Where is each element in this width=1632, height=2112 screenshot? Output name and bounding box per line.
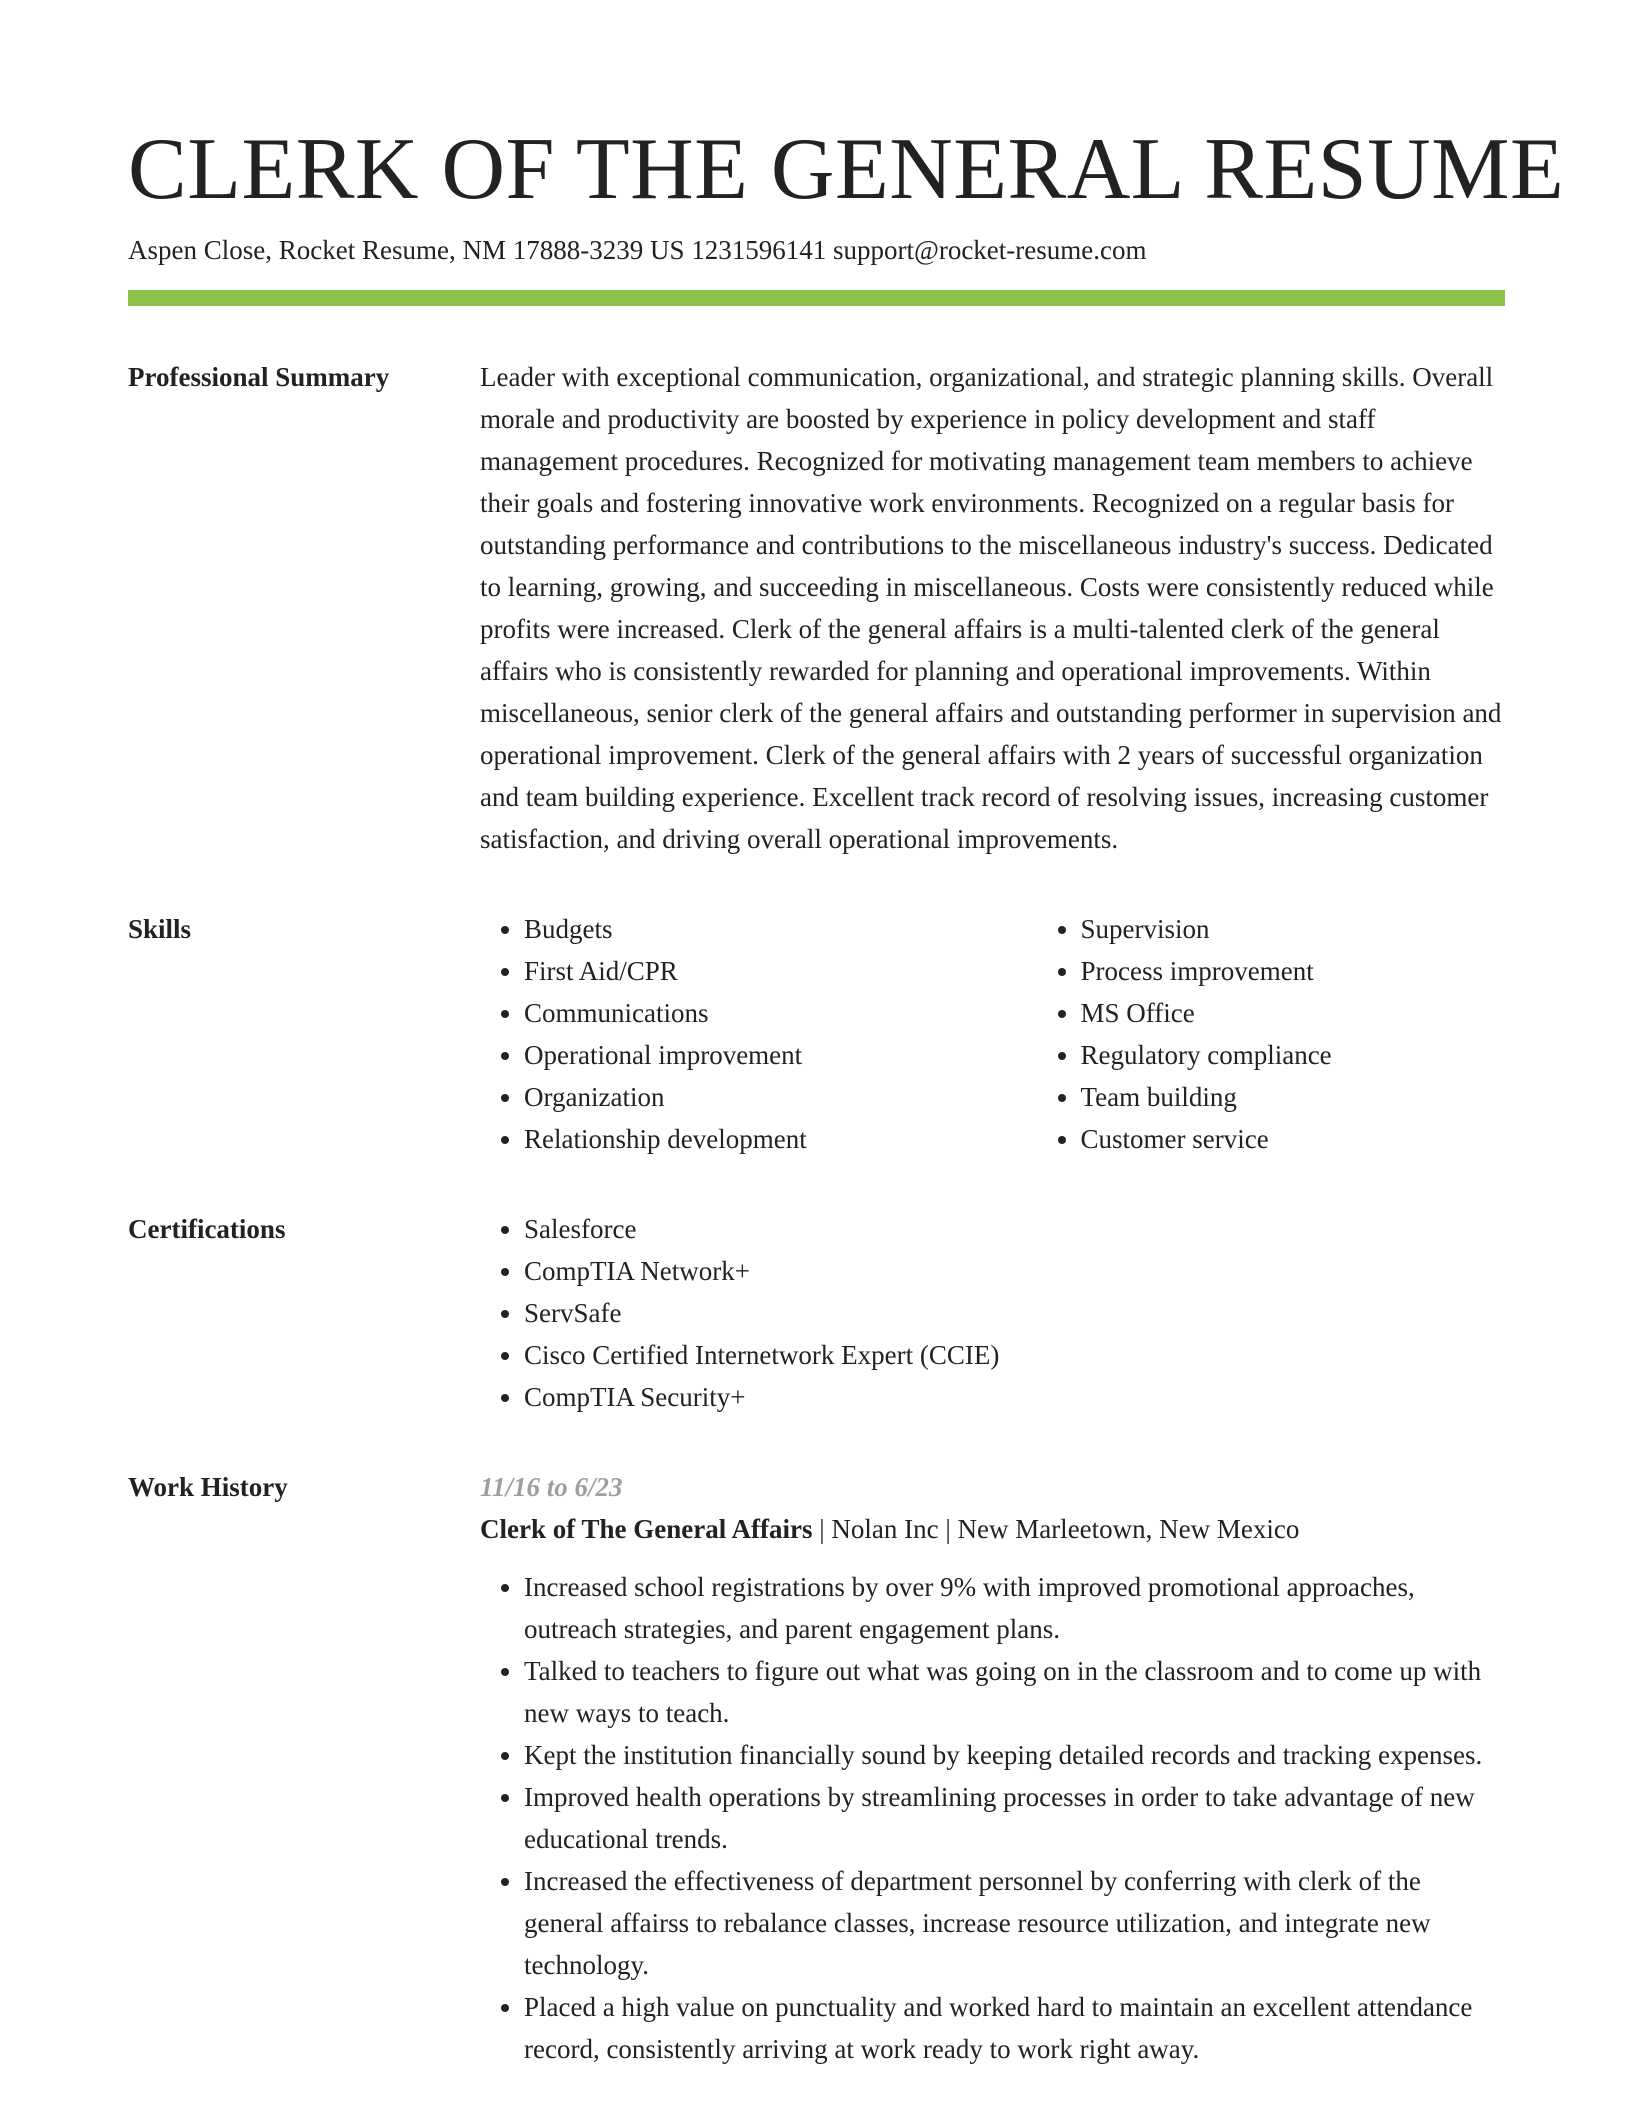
- skill-item: • Team building: [1081, 1076, 1594, 1118]
- section-skills: [128, 908, 1505, 1160]
- section-work-history: [128, 1466, 1505, 2070]
- skills-list-left: [480, 908, 1037, 1160]
- section-title: Professional Summary: [128, 362, 390, 392]
- job-bullet: • Talked to teachers to figure out what was going on in the classroom and to come up with new ways to teach.: [524, 1650, 1505, 1734]
- contact-line: Aspen Close, Rocket Resume, NM 17888-3239 US 1231596141 support@rocket-resume.com: [128, 235, 1147, 265]
- skill-item: • Operational improvement: [524, 1034, 1037, 1076]
- section-title: Work History: [128, 1472, 288, 1502]
- section-body: [480, 908, 1505, 1160]
- skill-item: • Budgets: [524, 908, 1037, 950]
- job-bullet: • Placed a high value on punctuality and worked hard to maintain an excellent attendance record, consistently arriving at work ready to work right away.: [524, 1986, 1505, 2070]
- skill-item: • Communications: [524, 992, 1037, 1034]
- certification-item: • ServSafe: [524, 1292, 1505, 1334]
- job-dates: 11/16 to 6/23: [480, 1472, 623, 1502]
- skill-item: • Customer service: [1081, 1118, 1594, 1160]
- job-title: Clerk of The General Affairs: [480, 1514, 813, 1544]
- job-details: | Nolan Inc | New Marleetown, New Mexico: [812, 1514, 1300, 1544]
- section-title: Certifications: [128, 1214, 286, 1244]
- resume-name: CLERK OF THE GENERAL RESUME: [128, 121, 1565, 218]
- section-certifications: [128, 1208, 1505, 1418]
- certification-item: • CompTIA Security+: [524, 1376, 1505, 1418]
- header-divider: [128, 290, 1505, 306]
- summary-text: Leader with exceptional communication, organizational, and strategic planning skills. Overall morale and productivity are boosted by experience in policy development and staff management procedures. Recognized for motivating management team members to achieve their goals and fostering innovative work environments. Recognized on a regular basis for outstanding performance and contributions to the miscellaneous industry's success. Dedicated to learning, growing, and succeeding in miscellaneous. Costs were consistently reduced while profits were increased. Clerk of the general affairs is a multi-talented clerk of the general affairs who is consistently rewarded for planning and operational improvements. Within miscellaneous, senior clerk of the general affairs and outstanding performer in supervision and operational improvement. Clerk of the general affairs with 2 years of successful organization and team building experience. Excellent track record of resolving issues, increasing customer satisfaction, and driving overall operational improvements.: [480, 362, 1502, 854]
- job-heading: [480, 1508, 1505, 1550]
- job-bullets: [480, 1566, 1505, 2070]
- section-body: [480, 1208, 1505, 1418]
- section-professional-summary: [128, 356, 1505, 860]
- skill-item: • First Aid/CPR: [524, 950, 1037, 992]
- skills-list-right: [1037, 908, 1594, 1160]
- skill-item: • Relationship development: [524, 1118, 1037, 1160]
- section-body: [480, 1466, 1505, 2070]
- skill-item: • Supervision: [1081, 908, 1594, 950]
- certification-item: • Salesforce: [524, 1208, 1505, 1250]
- job-bullet: • Improved health operations by streamlining processes in order to take advantage of new educational trends.: [524, 1776, 1505, 1860]
- section-title: Skills: [128, 914, 192, 944]
- job-bullet: • Increased school registrations by over 9% with improved promotional approaches, outreach strategies, and parent engagement plans.: [524, 1566, 1505, 1650]
- skill-item: • MS Office: [1081, 992, 1594, 1034]
- certification-item: • Cisco Certified Internetwork Expert (CCIE): [524, 1334, 1505, 1376]
- section-body: [480, 356, 1505, 860]
- job-bullet: • Kept the institution financially sound by keeping detailed records and tracking expenses.: [524, 1734, 1505, 1776]
- certifications-list: [480, 1208, 1505, 1418]
- skill-item: • Process improvement: [1081, 950, 1594, 992]
- job-bullet: • Increased the effectiveness of department personnel by conferring with clerk of the general affairss to rebalance classes, increase resource utilization, and integrate new technology.: [524, 1860, 1505, 1986]
- certification-item: • CompTIA Network+: [524, 1250, 1505, 1292]
- resume-page: [128, 118, 1565, 2070]
- skill-item: • Organization: [524, 1076, 1037, 1118]
- skill-item: • Regulatory compliance: [1081, 1034, 1594, 1076]
